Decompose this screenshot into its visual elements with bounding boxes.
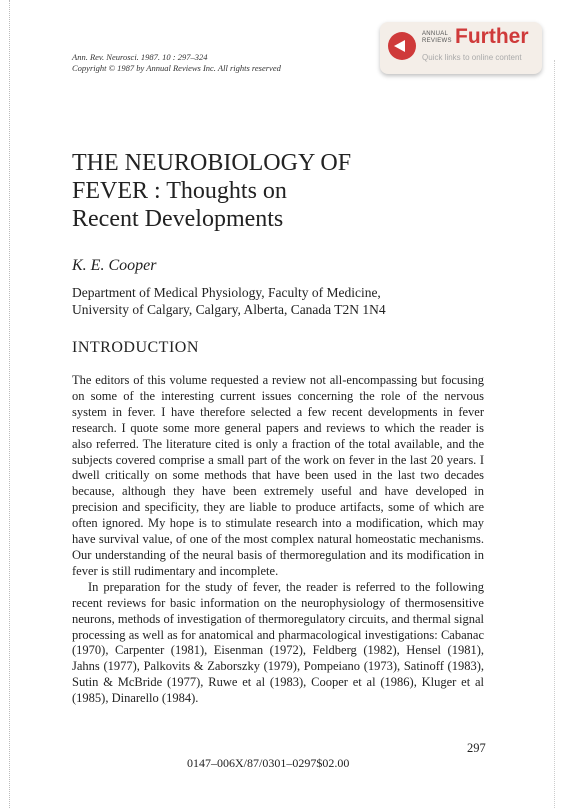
- scan-edge-left: [9, 0, 10, 808]
- citation-line: Ann. Rev. Neurosci. 1987. 10 : 297–324: [72, 52, 208, 62]
- article-title: THE NEUROBIOLOGY OF FEVER : Thoughts on Recent Developments: [72, 150, 352, 232]
- back-arrow-icon: [388, 32, 416, 60]
- article-code: 0147–006X/87/0301–0297$02.00: [187, 756, 350, 770]
- paragraph: In preparation for the study of fever, the reader is referred to the following recent reviews for basic information on the neurophysiology of thermosensitive neurons, methods of investigation of thermoregulatory circuits, and thermal signal processing as well as for anatomical and pharmacological investigations: Cabanac (1970), Carpenter (1981), Eisenman (1972), Feldberg (1982), Hensel (1981), Jahns (1977), Palkovits & Zaborszky (1979), Pompeiano (1973), Satinoff (1983), Sutin & McBride (1977), Ruwe et al (1983), Cooper et al (1986), Kluger et al (1985), Dinarello (1984).: [72, 579, 484, 706]
- further-subtitle: Quick links to online content: [422, 53, 522, 62]
- section-heading: INTRODUCTION: [72, 339, 199, 356]
- further-badge[interactable]: [380, 22, 542, 74]
- copyright-line: Copyright © 1987 by Annual Reviews Inc. All rights reserved: [72, 63, 281, 73]
- page-number: 297: [467, 741, 486, 755]
- journal-citation: [72, 52, 281, 74]
- further-label: Further: [455, 25, 529, 48]
- scan-edge-right: [554, 60, 555, 808]
- paragraph: The editors of this volume requested a review not all-encompassing but focusing on some of the interesting current issues concerning the role of the nervous system in fever. I have therefore selected a few recent developments in fever research. I quote some more general papers and reviews to which the reader is also referred. The literature cited is only a fraction of the total available, and the subjects covered comprise a small part of the work on fever in the last 20 years. I dwell critically on some methods that have been used in the last two decades because, although they have been extremely useful and have developed in precision and specificity, they are liable to produce artifacts, some of which are often ignored. My hope is to stimulate research into a modification, which may have survival value, of one of the most complex natural homeostatic mechanisms. Our understanding of the neural basis of thermoregulation and its modification in fever is still rudimentary and incomplete.: [72, 373, 484, 578]
- annual-reviews-logo: ANNUAL REVIEWS: [422, 31, 452, 44]
- author-name: K. E. Cooper: [72, 257, 157, 274]
- body-text: [72, 373, 484, 707]
- author-affiliation: Department of Medical Physiology, Faculty of Medicine, University of Calgary, Calgary, Alberta, Canada T2N 1N4: [72, 285, 386, 317]
